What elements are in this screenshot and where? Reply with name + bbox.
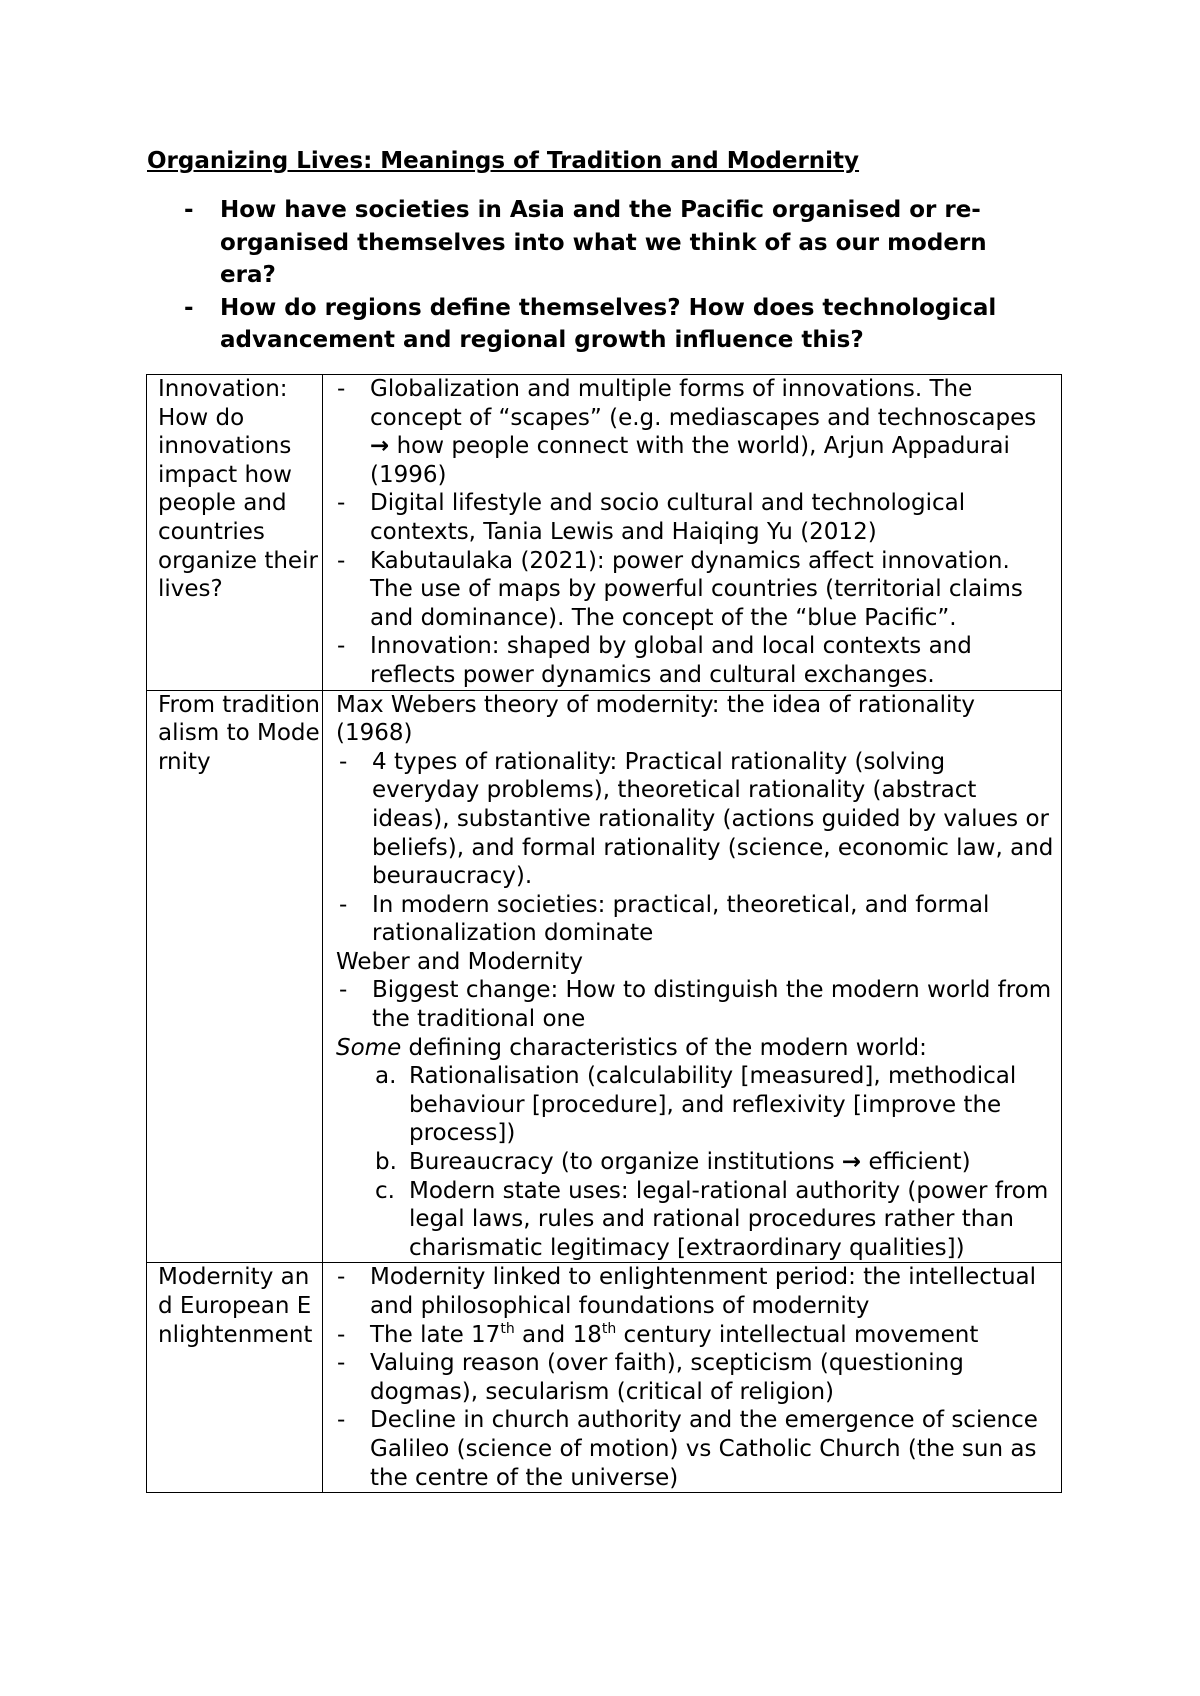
list-item: [334, 1321, 1057, 1350]
text-span: century intellectual movement: [616, 1321, 979, 1348]
arrow-icon: →: [841, 1149, 862, 1176]
bullet-list: [336, 748, 1057, 948]
list-marker: b.: [375, 1149, 397, 1176]
subheading: Weber and Modernity: [336, 948, 583, 975]
lettered-list: [336, 1062, 1057, 1262]
list-item: [336, 1177, 1057, 1263]
list-marker: c.: [375, 1177, 395, 1204]
text-span: Bureaucracy (to organize institutions: [409, 1149, 842, 1176]
text-span: defining characteristics of the modern world:: [401, 1034, 927, 1061]
list-item: - Decline in church authority and the emergence of science Galileo (science of motion) vs Catholic Church (the sun as the centre of the universe): [334, 1406, 1057, 1492]
text-span: efficient): [861, 1149, 971, 1176]
text-span: Globalization and multiple forms of innovations. The concept of “scapes” (e.g. mediascapes and technoscapes: [370, 376, 1037, 431]
topic-cell: Modernity and European Enlightenment: [147, 1263, 323, 1493]
list-item: - Valuing reason (over faith), scepticism (questioning dogmas), secularism (critical of religion): [334, 1349, 1057, 1406]
list-item: [334, 375, 1057, 489]
list-item: - Innovation: shaped by global and local contexts and reflects power dynamics and cultural exchanges.: [334, 632, 1057, 689]
text-span: Rationalisation (calculability [measured], methodical behaviour [procedure], and reflexivity [improve the process]): [409, 1063, 1017, 1147]
question-item: - How do regions define themselves? How does technological advancement and regional growth influence this?: [147, 292, 1047, 357]
superscript: th: [500, 1320, 515, 1337]
bullet-list: [334, 375, 1057, 690]
list-item: - Biggest change: How to distinguish the modern world from the traditional one: [336, 976, 1057, 1033]
content-cell: [323, 375, 1062, 691]
list-item: - Digital lifestyle and socio cultural and technological contexts, Tania Lewis and Haiqing Yu (2012): [334, 489, 1057, 546]
emphasis-text: Some: [336, 1034, 402, 1061]
table-row-enlightenment: [147, 1263, 1062, 1493]
table-row-innovation: [147, 375, 1062, 691]
text-span: The late 17: [370, 1321, 501, 1348]
paragraph: [336, 1034, 1057, 1063]
text-span: and 18: [514, 1321, 602, 1348]
list-item: [336, 1148, 1057, 1177]
notes-table: [146, 374, 1062, 1493]
list-item: - Kabutaulaka (2021): power dynamics affect innovation. The use of maps by powerful countries (territorial claims and dominance). The concept of the “blue Pacific”.: [334, 547, 1057, 633]
text-span: Modern state uses: legal-rational authority (power from legal laws, rules and rational procedures rather than charismatic legitimacy [extraordinary qualities]): [409, 1177, 1049, 1261]
question-item: - How have societies in Asia and the Pacific organised or re-organised themselves into what we think of as our modern era?: [147, 194, 1047, 292]
guiding-questions: [147, 194, 1047, 357]
topic-cell: Innovation: How do innovations impact how people and countries organize their lives?: [147, 375, 323, 691]
table-row-modernity: [147, 690, 1062, 1263]
text-span: how people connect with the world), Arjun Appadurai (1996): [370, 433, 1010, 488]
paragraph: Max Webers theory of modernity: the idea of rationality (1968): [336, 691, 976, 747]
list-item: - In modern societies: practical, theoretical, and formal rationalization dominate: [336, 891, 1057, 948]
list-item: [336, 1062, 1057, 1148]
arrow-icon: →: [370, 433, 390, 460]
content-cell: [323, 1263, 1062, 1493]
list-item: - Modernity linked to enlightenment period: the intellectual and philosophical foundations of modernity: [334, 1263, 1057, 1320]
bullet-list: [334, 1263, 1057, 1492]
topic-cell: From traditionalism to Modernity: [147, 690, 323, 1263]
list-item: - 4 types of rationality: Practical rationality (solving everyday problems), theoretical rationality (abstract ideas), substantive rationality (actions guided by values or beliefs), and formal rationality (science, economic law, and beuraucracy).: [336, 748, 1057, 891]
page-title: Organizing Lives: Meanings of Tradition and Modernity: [147, 148, 860, 174]
content-cell: [323, 690, 1062, 1263]
list-marker: a.: [375, 1063, 397, 1090]
bullet-list: [336, 976, 1057, 1033]
superscript: th: [601, 1320, 617, 1337]
